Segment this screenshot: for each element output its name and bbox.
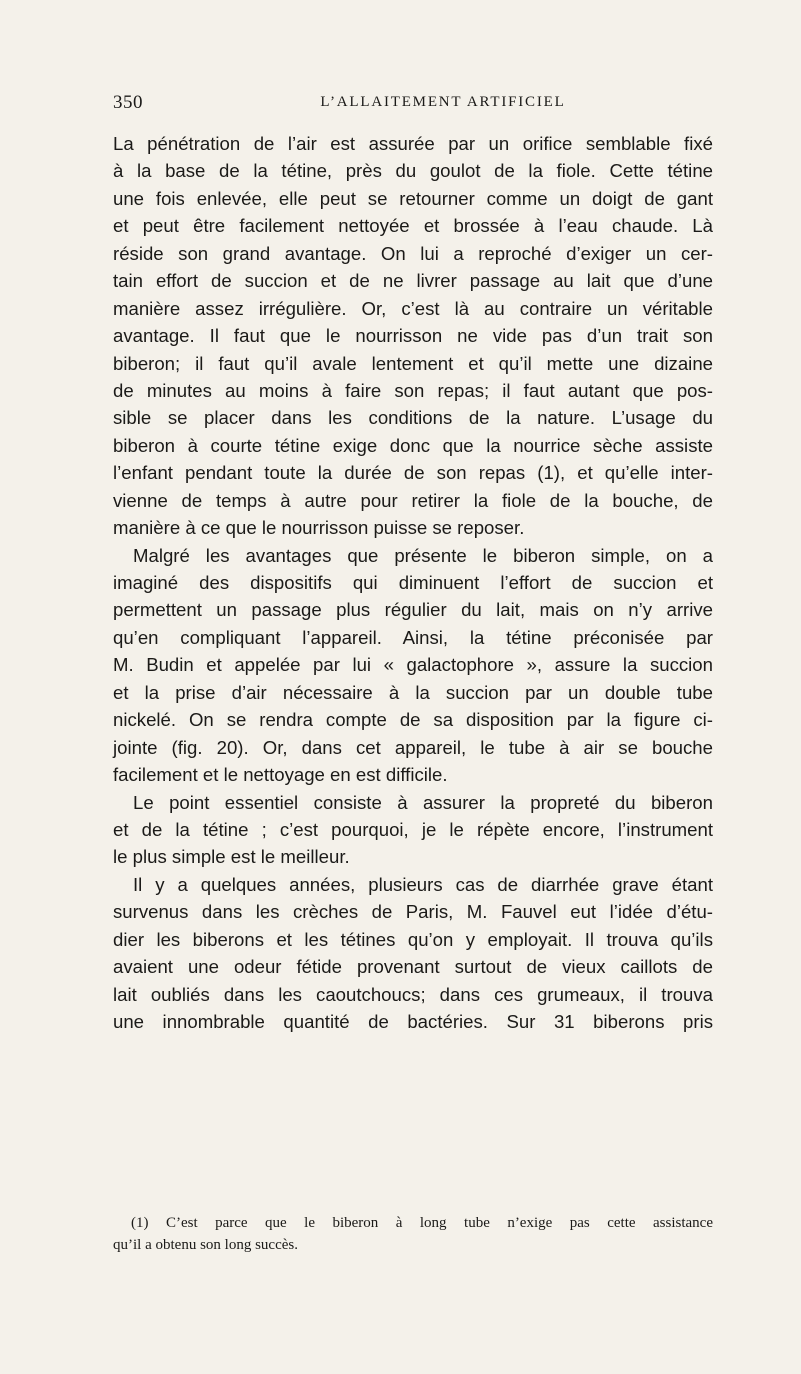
text-line: La pénétration de l’air est assurée par un orifice semblable fixé [113,133,713,154]
text-line: et de la tétine ; c’est pourquoi, je le répète encore, l’instrument [113,818,713,840]
text-line: une fois enlevée, elle peut se retourner comme un doigt de gant [113,187,713,209]
text-line: réside son grand avantage. On lui a reproché d’exiger un cer- [113,242,713,264]
text-line: et peut être facilement nettoyée et brossée à l’eau chaude. Là [113,215,713,237]
text-line: Le point essentiel consiste à assurer la propreté du biberon [133,791,713,813]
text-line: manière à ce que le nourrisson puisse se reposer. [113,517,525,539]
running-head [113,92,713,122]
text-line: nickelé. On se rendra compte de sa disposition par la figure ci- [113,709,713,731]
footnote [113,1212,713,1256]
text-line: manière assez irrégulière. Or, c’est là au contraire un véritable [113,297,713,319]
text-line: Malgré les avantages que présente le biberon simple, on a [133,544,713,566]
text-line: jointe (fig. 20). Or, dans cet appareil, le tube à air se bouche [113,736,713,758]
text-line: Il y a quelques années, plusieurs cas de diarrhée grave étant [133,873,713,895]
text-line: le plus simple est le meilleur. [113,846,350,868]
paragraph [113,542,713,789]
text-line: et la prise d’air nécessaire à la succion par un double tube [113,681,713,703]
text-line: l’enfant pendant toute la durée de son repas (1), et qu’elle inter- [113,462,713,484]
paragraph [113,130,713,542]
paragraph [113,871,713,1036]
text-line: M. Budin et appelée par lui « galactophore », assure la succion [113,654,713,676]
text-line: avantage. Il faut que le nourrisson ne vide pas d’un trait son [113,325,713,347]
text-line: à la base de la tétine, près du goulot de la fiole. Cette tétine [113,160,713,182]
text-line: dier les biberons et les tétines qu’on y employait. Il trouva qu’ils [113,928,713,950]
text-line: avaient une odeur fétide provenant surtout de vieux caillots de [113,956,713,978]
paragraph [113,789,713,871]
text-line: biberon; il faut qu’il avale lentement et qu’il mette une dizaine [113,352,713,374]
text-line: vienne de temps à autre pour retirer la fiole de la bouche, de [113,489,713,511]
running-title: L’ALLAITEMENT ARTIFICIEL [320,94,566,110]
text-line: biberon à courte tétine exige donc que la nourrice sèche assiste [113,434,713,456]
footnote-line: (1) C’est parce que le biberon à long tube n’exige pas cette assistance [131,1215,713,1231]
text-line: qu’en compliquant l’appareil. Ainsi, la tétine préconisée par [113,626,713,648]
text-line: survenus dans les crèches de Paris, M. Fauvel eut l’idée d’étu- [113,901,713,923]
text-line: permettent un passage plus régulier du lait, mais on n’y arrive [113,599,713,621]
page-number: 350 [113,92,143,113]
text-line: imaginé des dispositifs qui diminuent l’effort de succion et [113,572,713,593]
text-line: sible se placer dans les conditions de la nature. L’usage du [113,407,713,429]
footnote-line: qu’il a obtenu son long succès. [113,1237,298,1253]
text-line: facilement et le nettoyage en est difficile. [113,764,448,786]
text-line: de minutes au moins à faire son repas; il faut autant que pos- [113,379,713,401]
text-line: une innombrable quantité de bactéries. Sur 31 biberons pris [113,1011,713,1032]
body-text [113,130,713,1035]
text-line: lait oubliés dans les caoutchoucs; dans ces grumeaux, il trouva [113,983,713,1005]
text-line: tain effort de succion et de ne livrer passage au lait que d’une [113,270,713,292]
